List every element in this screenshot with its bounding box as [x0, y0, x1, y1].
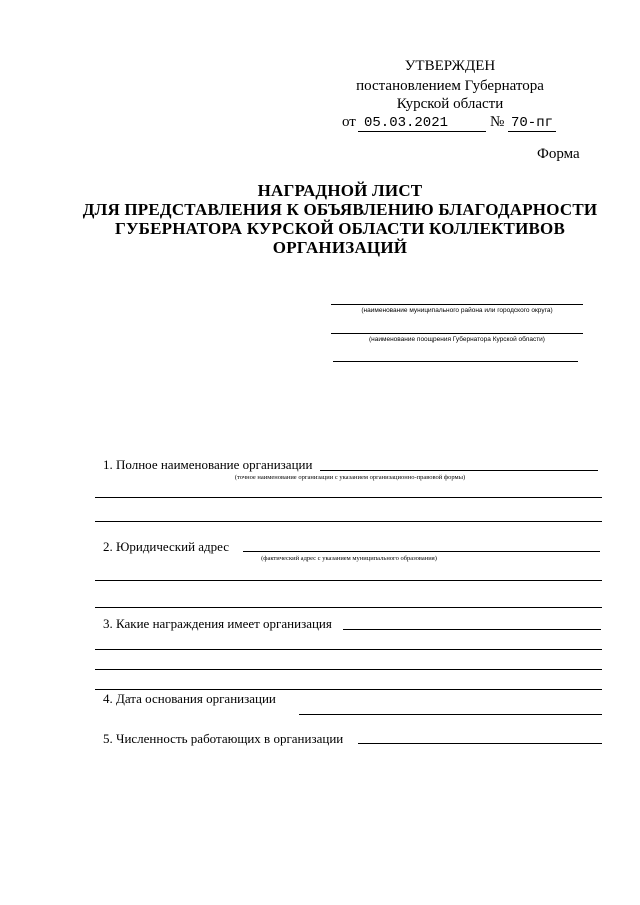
approval-number-prefix: №: [490, 114, 505, 130]
approval-number-underline: [508, 131, 556, 132]
field-1-line[interactable]: [320, 470, 598, 471]
field-3-label: 3. Какие награждения имеет организация: [103, 616, 332, 631]
field-1-caption: (точное наименование организации с указанием организационно-правовой формы): [234, 474, 466, 481]
approval-date-prefix: от: [342, 114, 356, 130]
award-line[interactable]: [331, 333, 583, 334]
field-3-line[interactable]: [343, 629, 601, 630]
district-line[interactable]: [331, 304, 583, 305]
approval-region: Курской области: [396, 96, 504, 112]
field-4-label: 4. Дата основания организации: [103, 691, 276, 706]
field-1-label: 1. Полное наименование организации: [103, 457, 313, 472]
form-label: Форма: [537, 146, 580, 162]
district-caption: (наименование муниципального района или городского округа): [361, 307, 553, 314]
field-3-line-4[interactable]: [95, 689, 602, 690]
title-line-4: ОРГАНИЗАЦИЙ: [272, 238, 408, 257]
field-5-label: 5. Численность работающих в организации: [103, 731, 344, 746]
field-1-line-3[interactable]: [95, 521, 602, 522]
award-caption: (наименование поощрения Губернатора Курской области): [369, 336, 545, 343]
field-3-line-2[interactable]: [95, 649, 602, 650]
field-3-line-3[interactable]: [95, 669, 602, 670]
title-line-2: ДЛЯ ПРЕДСТАВЛЕНИЯ К ОБЪЯВЛЕНИЮ БЛАГОДАРНОСТИ: [82, 200, 598, 219]
approval-number: 70-пг: [511, 115, 554, 131]
field-2-caption: (фактический адрес с указанием муниципального образования): [261, 555, 437, 562]
approval-date: 05.03.2021: [364, 115, 449, 131]
approval-title: УТВЕРЖДЕН: [404, 58, 496, 74]
title-line-3: ГУБЕРНАТОРА КУРСКОЙ ОБЛАСТИ КОЛЛЕКТИВОВ: [114, 219, 566, 238]
field-2-label: 2. Юридический адрес: [103, 539, 230, 554]
approval-date-underline: [358, 131, 486, 132]
extra-line[interactable]: [333, 361, 578, 362]
field-1-line-2[interactable]: [95, 497, 602, 498]
field-2-line[interactable]: [243, 551, 600, 552]
field-2-line-3[interactable]: [95, 607, 602, 608]
field-5-line[interactable]: [358, 743, 602, 744]
approval-decree: постановлением Губернатора: [356, 78, 544, 94]
title-line-1: НАГРАДНОЙ ЛИСТ: [257, 181, 423, 200]
field-2-line-2[interactable]: [95, 580, 602, 581]
field-4-line[interactable]: [299, 714, 602, 715]
